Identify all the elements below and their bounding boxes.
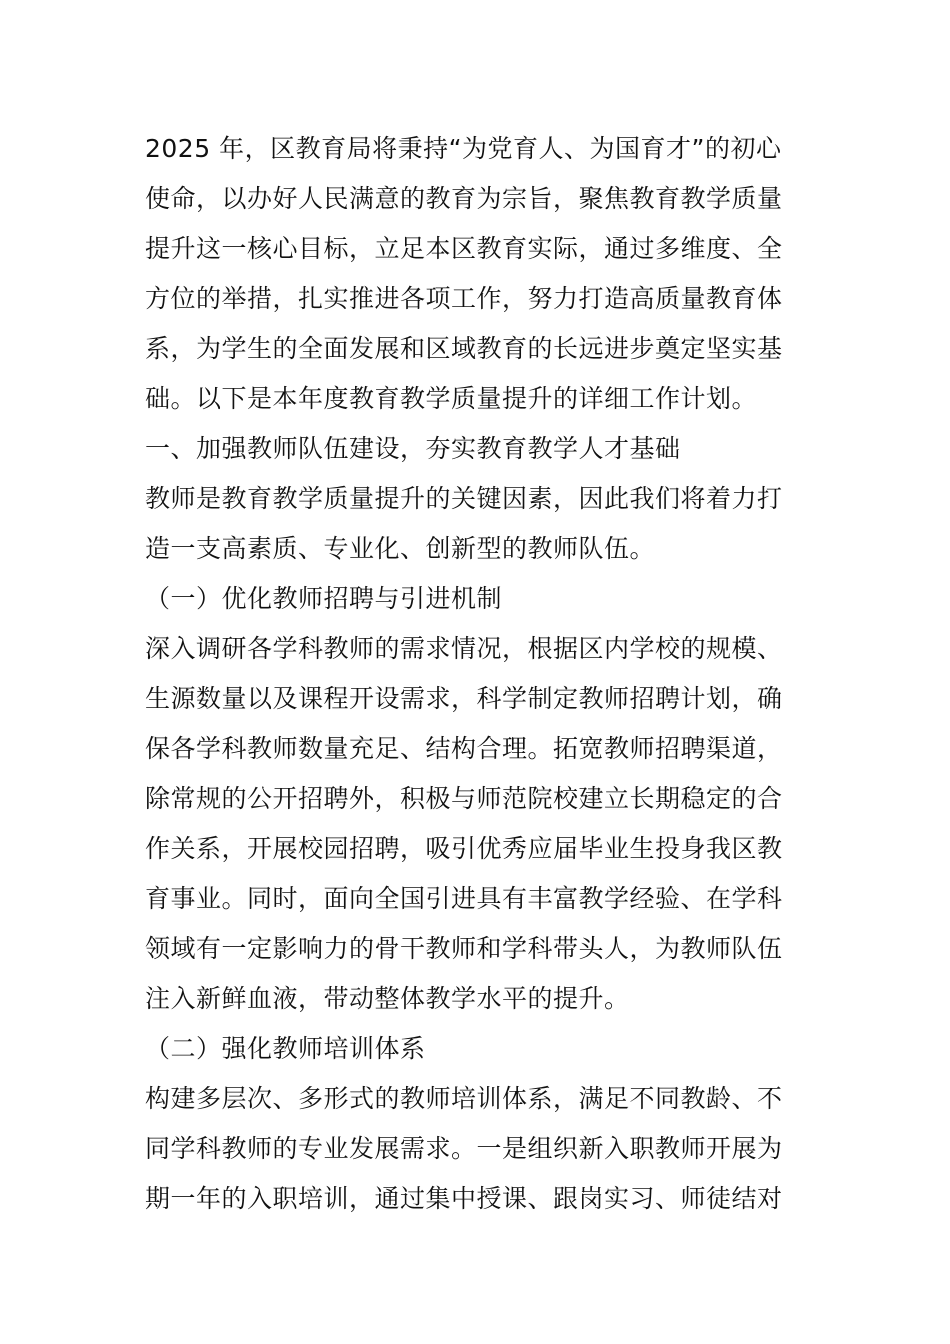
- subsection-1-line-5: 作关系，开展校园招聘，吸引优秀应届毕业生投身我区教: [145, 834, 783, 863]
- section-heading-1: 一、加强教师队伍建设，夯实教育教学人才基础: [145, 434, 681, 463]
- intro-line-6: 础。以下是本年度教育教学质量提升的详细工作计划。: [145, 384, 758, 413]
- subsection-1-line-7: 领域有一定影响力的骨干教师和学科带头人，为教师队伍: [145, 934, 783, 963]
- intro-line-5: 系，为学生的全面发展和区域教育的长远进步奠定坚实基: [145, 334, 783, 363]
- subsection-1-line-1: 深入调研各学科教师的需求情况，根据区内学校的规模、: [145, 634, 783, 663]
- subsection-1-line-8: 注入新鲜血液，带动整体教学水平的提升。: [145, 984, 630, 1013]
- intro-line-2: 使命，以办好人民满意的教育为宗旨，聚焦教育教学质量: [145, 184, 783, 213]
- section-1-line-1: 教师是教育教学质量提升的关键因素，因此我们将着力打: [145, 484, 783, 513]
- subsection-heading-2: （二）强化教师培训体系: [145, 1034, 426, 1063]
- intro-line-4: 方位的举措，扎实推进各项工作，努力打造高质量教育体: [145, 284, 783, 313]
- subsection-1-line-6: 育事业。同时，面向全国引进具有丰富教学经验、在学科: [145, 884, 783, 913]
- subsection-1-line-4: 除常规的公开招聘外，积极与师范院校建立长期稳定的合: [145, 784, 783, 813]
- subsection-2-line-3: 期一年的入职培训，通过集中授课、跟岗实习、师徒结对: [145, 1184, 783, 1213]
- subsection-2-line-2: 同学科教师的专业发展需求。一是组织新入职教师开展为: [145, 1134, 783, 1163]
- subsection-2-line-1: 构建多层次、多形式的教师培训体系，满足不同教龄、不: [145, 1084, 783, 1113]
- subsection-heading-1: （一）优化教师招聘与引进机制: [145, 584, 503, 613]
- document-body: [145, 124, 807, 1224]
- intro-line-3: 提升这一核心目标，立足本区教育实际，通过多维度、全: [145, 234, 783, 263]
- subsection-1-line-3: 保各学科教师数量充足、结构合理。拓宽教师招聘渠道，: [145, 734, 783, 763]
- intro-line-1: 2025 年，区教育局将秉持“为党育人、为国育才”的初心: [145, 134, 782, 163]
- subsection-1-line-2: 生源数量以及课程开设需求，科学制定教师招聘计划，确: [145, 684, 783, 713]
- section-1-line-2: 造一支高素质、专业化、创新型的教师队伍。: [145, 534, 656, 563]
